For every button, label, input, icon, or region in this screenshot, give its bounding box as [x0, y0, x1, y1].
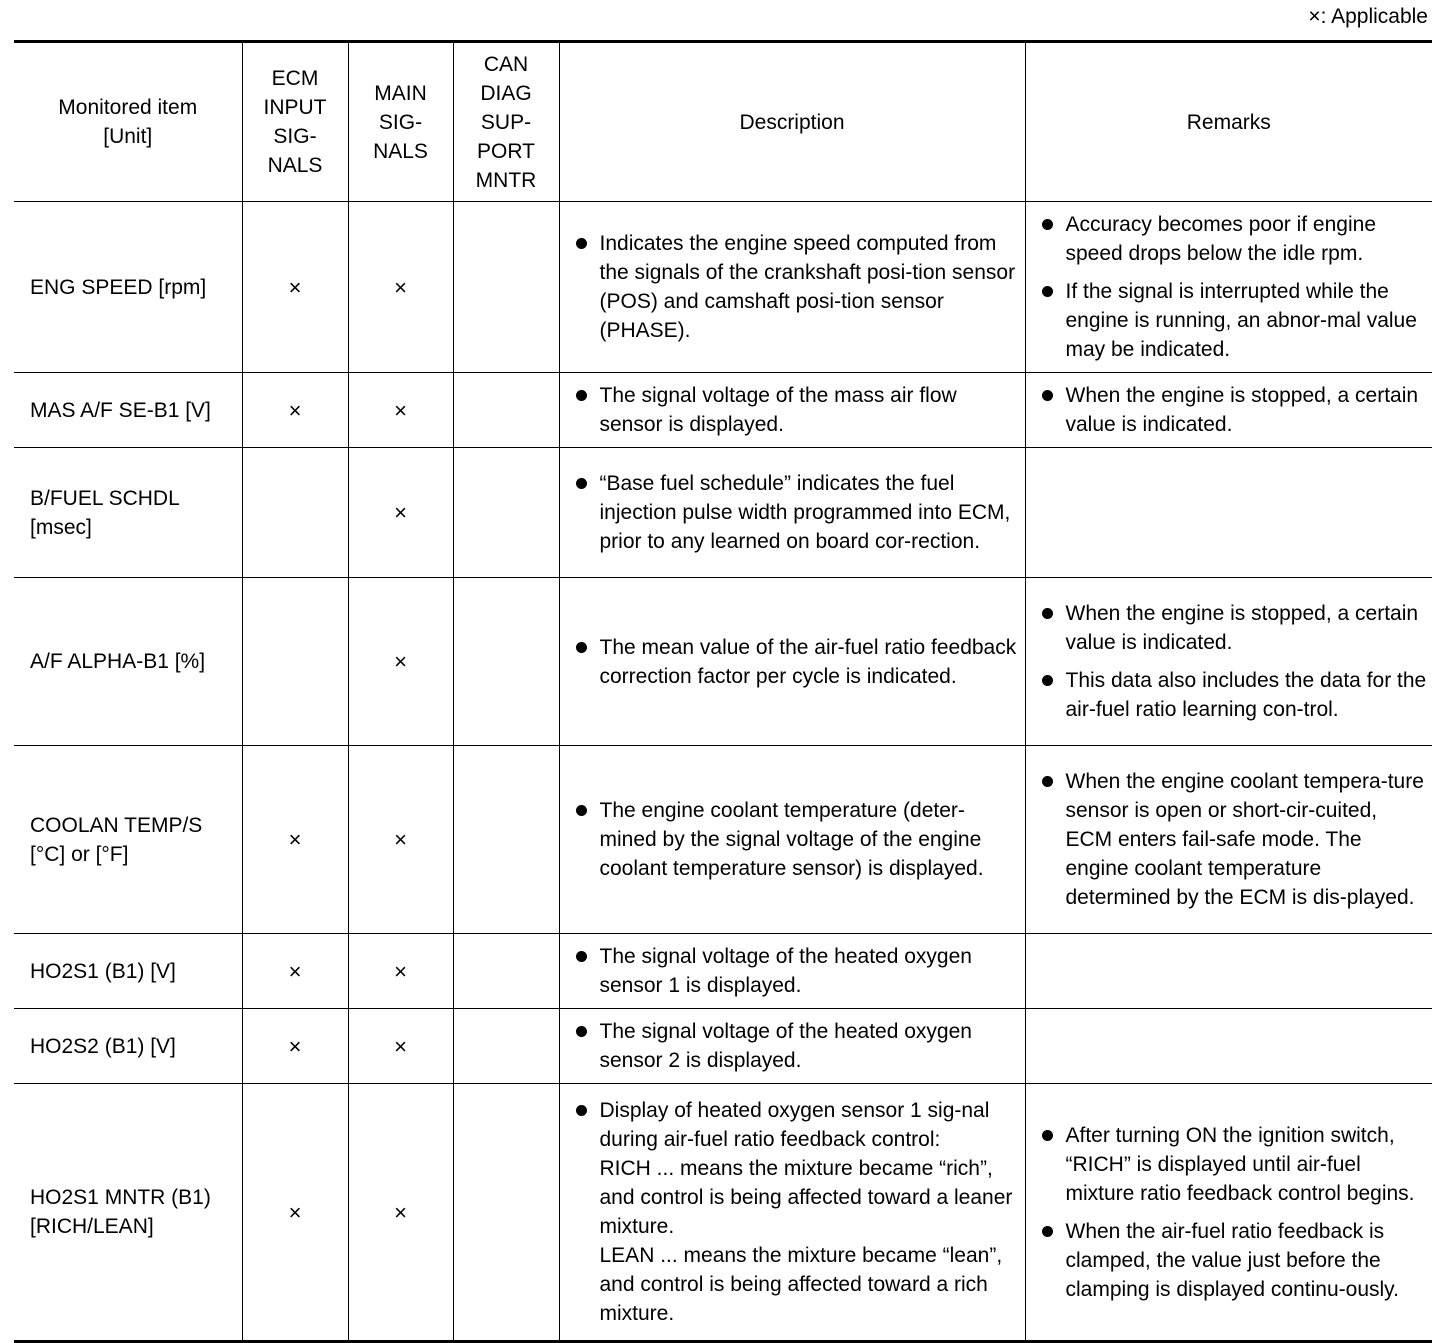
- monitored-item-cell: HO2S2 (B1) [V]: [14, 1009, 242, 1084]
- monitored-item-cell: HO2S1 MNTR (B1) [RICH/LEAN]: [14, 1084, 242, 1342]
- main-signals-mark: ×: [348, 934, 453, 1009]
- ecm-input-mark: ×: [242, 746, 348, 934]
- can-diag-mark: [453, 746, 559, 934]
- ecm-input-mark: [242, 448, 348, 578]
- remark-bullet: When the air-fuel ratio feedback is clamped, the value just before the clamping is displayed continu-ously.: [1040, 1217, 1429, 1304]
- monitored-item-cell: ENG SPEED [rpm]: [14, 202, 242, 373]
- remarks-cell: [1025, 934, 1432, 1009]
- main-signals-mark: ×: [348, 578, 453, 746]
- remarks-cell: [1025, 746, 1432, 934]
- ecm-input-mark: ×: [242, 1009, 348, 1084]
- main-signals-mark: ×: [348, 746, 453, 934]
- description-bullet: The signal voltage of the heated oxygen sensor 1 is displayed.: [574, 942, 1021, 1000]
- main-signals-mark: ×: [348, 202, 453, 373]
- main-signals-mark: ×: [348, 448, 453, 578]
- header-ecm-input-signals: ECM INPUT SIG- NALS: [242, 42, 348, 202]
- description-cell: [559, 934, 1025, 1009]
- remark-bullet: After turning ON the ignition switch, “RICH” is displayed until air-fuel mixture ratio feedback control begins.: [1040, 1121, 1429, 1208]
- description-bullet: Indicates the engine speed computed from the signals of the crankshaft posi-tion sensor (POS) and camshaft posi-tion sensor (PHASE).: [574, 229, 1021, 345]
- table-header: [14, 42, 1432, 202]
- description-cell: [559, 202, 1025, 373]
- data-monitor-table: [14, 40, 1432, 1343]
- description-bullet: Display of heated oxygen sensor 1 sig-nal during air-fuel ratio feedback control: RICH ... means the mixture became “rich”, and control is being affected toward a leaner mixture. LEAN ... means the mixture became “lean”, and control is being affected toward a rich mixture.: [574, 1096, 1021, 1328]
- remark-bullet: When the engine coolant tempera-ture sensor is open or short-cir-cuited, ECM enters fail-safe mode. The engine coolant temperature determined by the ECM is dis-played.: [1040, 767, 1429, 912]
- remark-bullet: This data also includes the data for the air-fuel ratio learning con-trol.: [1040, 666, 1429, 724]
- can-diag-mark: [453, 578, 559, 746]
- can-diag-mark: [453, 202, 559, 373]
- remarks-cell: [1025, 448, 1432, 578]
- remark-bullet: If the signal is interrupted while the engine is running, an abnor-mal value may be indicated.: [1040, 277, 1429, 364]
- description-bullet: The engine coolant temperature (deter-mined by the signal voltage of the engine coolant temperature sensor) is displayed.: [574, 796, 1021, 883]
- description-cell: [559, 448, 1025, 578]
- description-bullet: The signal voltage of the heated oxygen sensor 2 is displayed.: [574, 1017, 1021, 1075]
- main-signals-mark: ×: [348, 1009, 453, 1084]
- description-cell: [559, 373, 1025, 448]
- table-row: [14, 934, 1432, 1009]
- ecm-input-mark: ×: [242, 1084, 348, 1342]
- table-row: [14, 1084, 1432, 1342]
- header-main-signals: MAIN SIG- NALS: [348, 42, 453, 202]
- monitored-item-cell: A/F ALPHA-B1 [%]: [14, 578, 242, 746]
- applicable-legend: ×: Applicable: [1308, 5, 1428, 28]
- description-cell: [559, 1009, 1025, 1084]
- table-row: [14, 578, 1432, 746]
- ecm-input-mark: ×: [242, 934, 348, 1009]
- table-row: [14, 202, 1432, 373]
- header-can-diag-support-mntr: CAN DIAG SUP- PORT MNTR: [453, 42, 559, 202]
- ecm-input-mark: ×: [242, 202, 348, 373]
- table-row: [14, 1009, 1432, 1084]
- main-signals-mark: ×: [348, 373, 453, 448]
- can-diag-mark: [453, 1084, 559, 1342]
- remark-bullet: When the engine is stopped, a certain value is indicated.: [1040, 599, 1429, 657]
- table-row: [14, 746, 1432, 934]
- can-diag-mark: [453, 448, 559, 578]
- table-row: [14, 448, 1432, 578]
- ecm-input-mark: [242, 578, 348, 746]
- can-diag-mark: [453, 1009, 559, 1084]
- remarks-cell: [1025, 373, 1432, 448]
- description-cell: [559, 1084, 1025, 1342]
- header-monitored-item: Monitored item [Unit]: [14, 42, 242, 202]
- monitored-item-cell: HO2S1 (B1) [V]: [14, 934, 242, 1009]
- description-bullet: “Base fuel schedule” indicates the fuel injection pulse width programmed into ECM, prior to any learned on board cor-rection.: [574, 469, 1021, 556]
- header-description: Description: [559, 42, 1025, 202]
- remarks-cell: [1025, 1084, 1432, 1342]
- description-cell: [559, 746, 1025, 934]
- main-signals-mark: ×: [348, 1084, 453, 1342]
- description-bullet: The mean value of the air-fuel ratio feedback correction factor per cycle is indicated.: [574, 633, 1021, 691]
- monitored-item-cell: MAS A/F SE-B1 [V]: [14, 373, 242, 448]
- monitored-item-cell: COOLAN TEMP/S [°C] or [°F]: [14, 746, 242, 934]
- remarks-cell: [1025, 1009, 1432, 1084]
- table-row: [14, 373, 1432, 448]
- can-diag-mark: [453, 934, 559, 1009]
- monitored-item-cell: B/FUEL SCHDL [msec]: [14, 448, 242, 578]
- can-diag-mark: [453, 373, 559, 448]
- description-bullet: The signal voltage of the mass air flow sensor is displayed.: [574, 381, 1021, 439]
- description-cell: [559, 578, 1025, 746]
- table-body: [14, 202, 1432, 1342]
- ecm-input-mark: ×: [242, 373, 348, 448]
- remarks-cell: [1025, 578, 1432, 746]
- remarks-cell: [1025, 202, 1432, 373]
- remark-bullet: Accuracy becomes poor if engine speed drops below the idle rpm.: [1040, 210, 1429, 268]
- remark-bullet: When the engine is stopped, a certain value is indicated.: [1040, 381, 1429, 439]
- header-remarks: Remarks: [1025, 42, 1432, 202]
